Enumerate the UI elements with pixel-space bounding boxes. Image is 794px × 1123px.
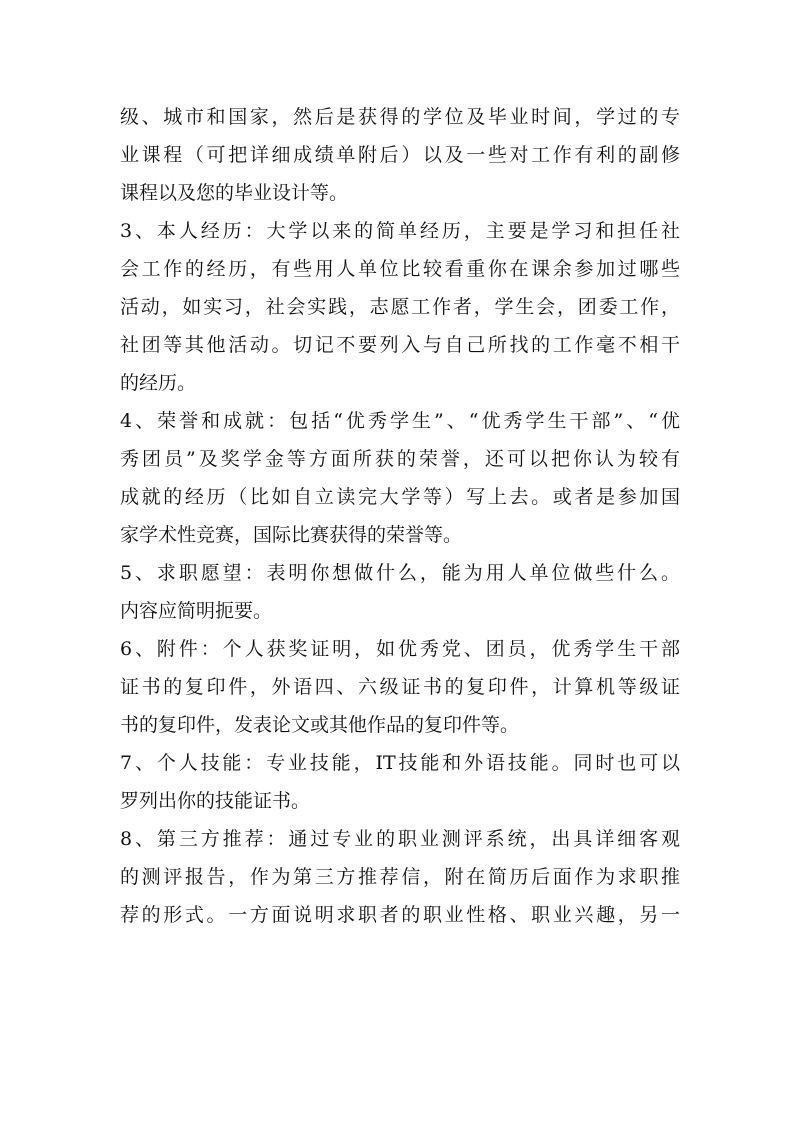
text-line: 罗列出你的技能证书。 <box>120 790 311 812</box>
paragraph-job-objective <box>120 554 680 630</box>
text-line: 荐的形式。一方面说明求职者的职业性格、职业兴趣，另一 <box>120 904 680 926</box>
paragraph-third-party-recommendation <box>120 820 680 934</box>
document-body <box>120 98 680 934</box>
text-line: 级、城市和国家，然后是获得的学位及毕业时间，学过的专 <box>120 106 680 128</box>
text-line: 活动，如实习，社会实践，志愿工作者，学生会，团委工作， <box>120 296 680 318</box>
paragraph-education-continued <box>120 98 680 212</box>
paragraph-skills <box>120 744 680 820</box>
text-line: 内容应简明扼要。 <box>120 600 273 622</box>
text-line: 课程以及您的毕业设计等。 <box>120 182 349 204</box>
text-line: 的经历。 <box>120 372 197 394</box>
text-line: 4、荣誉和成就：包括“优秀学生”、“优秀学生干部”、“优 <box>120 410 680 432</box>
text-line: 家学术性竞赛，国际比赛获得的荣誉等。 <box>120 524 463 546</box>
text-line: 证书的复印件，外语四、六级证书的复印件，计算机等级证 <box>120 676 680 698</box>
text-line: 3、本人经历：大学以来的简单经历，主要是学习和担任社 <box>120 220 680 242</box>
text-line: 的测评报告，作为第三方推荐信，附在简历后面作为求职推 <box>120 866 680 888</box>
text-line: 业课程（可把详细成绩单附后）以及一些对工作有利的副修 <box>120 144 680 166</box>
paragraph-honors <box>120 402 680 554</box>
text-line: 会工作的经历，有些用人单位比较看重你在课余参加过哪些 <box>120 258 680 280</box>
text-line: 社团等其他活动。切记不要列入与自己所找的工作毫不相干 <box>120 334 680 356</box>
paragraph-attachments <box>120 630 680 744</box>
text-line: 6、附件：个人获奖证明，如优秀党、团员，优秀学生干部 <box>120 638 680 660</box>
text-line: 秀团员”及奖学金等方面所获的荣誉，还可以把你认为较有 <box>120 448 680 470</box>
text-line: 成就的经历（比如自立读完大学等）写上去。或者是参加国 <box>120 486 680 508</box>
text-line: 8、第三方推荐：通过专业的职业测评系统，出具详细客观 <box>120 828 680 850</box>
text-line: 书的复印件，发表论文或其他作品的复印件等。 <box>120 714 520 736</box>
text-line: 7、个人技能：专业技能，IT技能和外语技能。同时也可以 <box>120 752 680 774</box>
text-line: 5、求职愿望：表明你想做什么，能为用人单位做些什么。 <box>120 562 680 584</box>
paragraph-experience <box>120 212 680 402</box>
